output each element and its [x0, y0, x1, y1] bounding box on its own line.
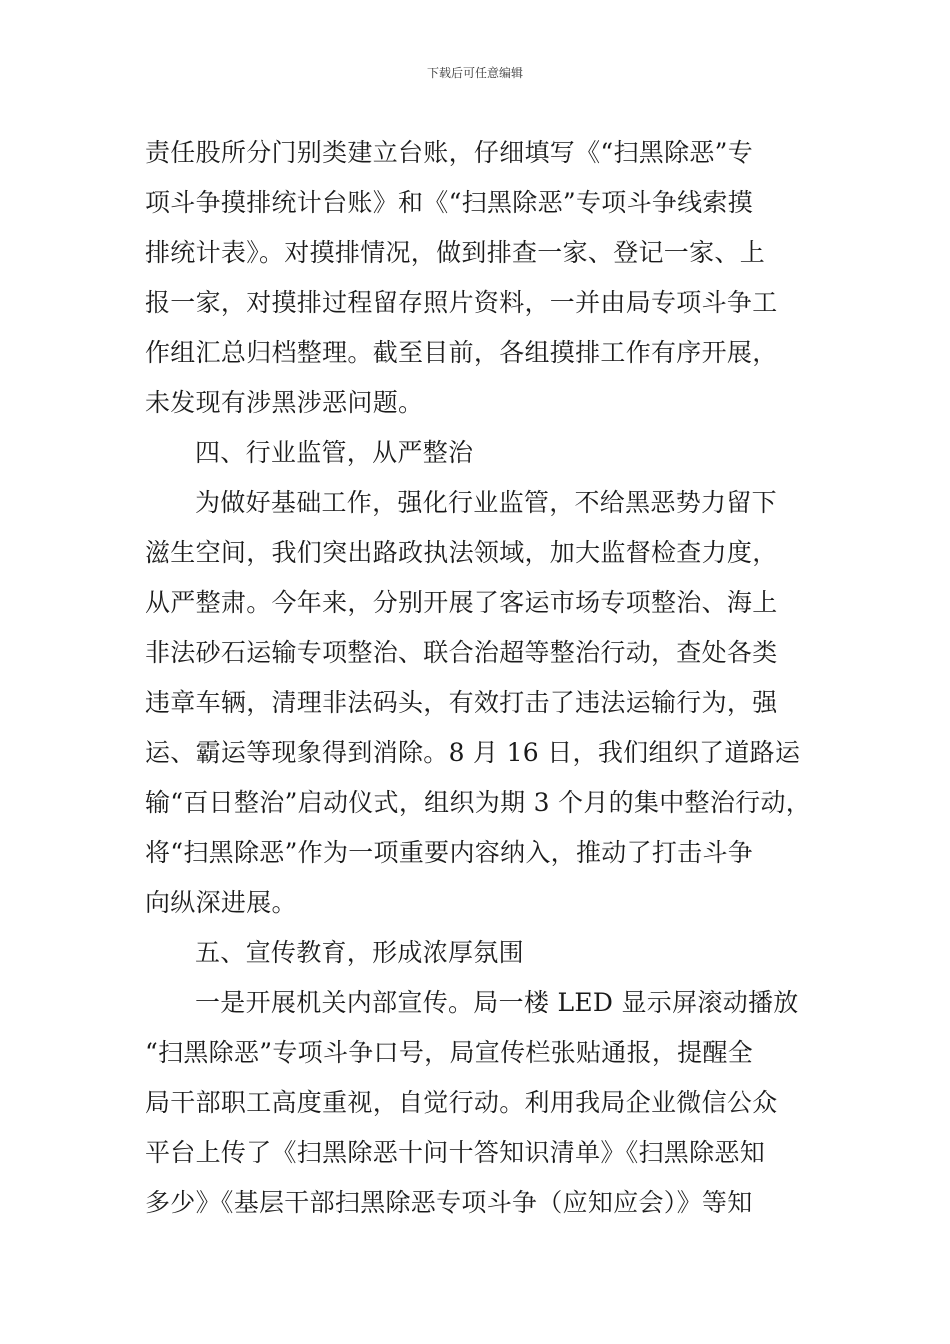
text-line: 局干部职工高度重视，自觉行动。利用我局企业微信公众: [145, 1088, 778, 1117]
text-line: 平台上传了《扫黑除恶十问十答知识清单》《扫黑除恶知: [145, 1138, 766, 1167]
text-line: 为做好基础工作，强化行业监管，不给黑恶势力留下: [195, 488, 777, 517]
text-line: 责任股所分门别类建立台账，仔细填写《“扫黑除恶”专: [145, 138, 754, 167]
section-heading: 五、宣传教育，形成浓厚氛围: [195, 938, 524, 967]
text-line: 运、霸运等现象得到消除。8 月 16 日，我们组织了道路运: [145, 738, 801, 767]
document-body: [145, 128, 825, 1228]
page-header: 下载后可任意编辑: [426, 66, 523, 80]
text-line: 非法砂石运输专项整治、联合治超等整治行动，查处各类: [145, 638, 778, 667]
text-line: 将“扫黑除恶”作为一项重要内容纳入，推动了打击斗争: [145, 838, 754, 867]
text-line: 一是开展机关内部宣传。局一楼 LED 显示屏滚动播放: [195, 988, 799, 1017]
text-line: 向纵深进展。: [145, 888, 297, 917]
text-line: 排统计表》。对摸排情况，做到排查一家、登记一家、上: [145, 238, 766, 267]
text-line: 从严整肃。今年来，分别开展了客运市场专项整治、海上: [145, 588, 778, 617]
text-line: “扫黑除恶”专项斗争口号，局宣传栏张贴通报，提醒全: [145, 1038, 754, 1067]
text-line: 未发现有涉黑涉恶问题。: [145, 388, 424, 417]
section-heading: 四、行业监管，从严整治: [195, 438, 474, 467]
text-line: 项斗争摸排统计台账》和《“扫黑除恶”专项斗争线索摸: [145, 188, 754, 217]
text-line: 多少》《基层干部扫黑除恶专项斗争（应知应会）》等知: [145, 1188, 753, 1217]
text-line: 滋生空间，我们突出路政执法领域，加大监督检查力度，: [145, 538, 778, 567]
text-line: 报一家，对摸排过程留存照片资料，一并由局专项斗争工: [145, 288, 778, 317]
text-line: 违章车辆，清理非法码头，有效打击了违法运输行为，强: [145, 688, 778, 717]
text-line: 输“百日整治”启动仪式，组织为期 3 个月的集中整治行动，: [145, 788, 812, 817]
text-line: 作组汇总归档整理。截至目前，各组摸排工作有序开展，: [145, 338, 778, 367]
